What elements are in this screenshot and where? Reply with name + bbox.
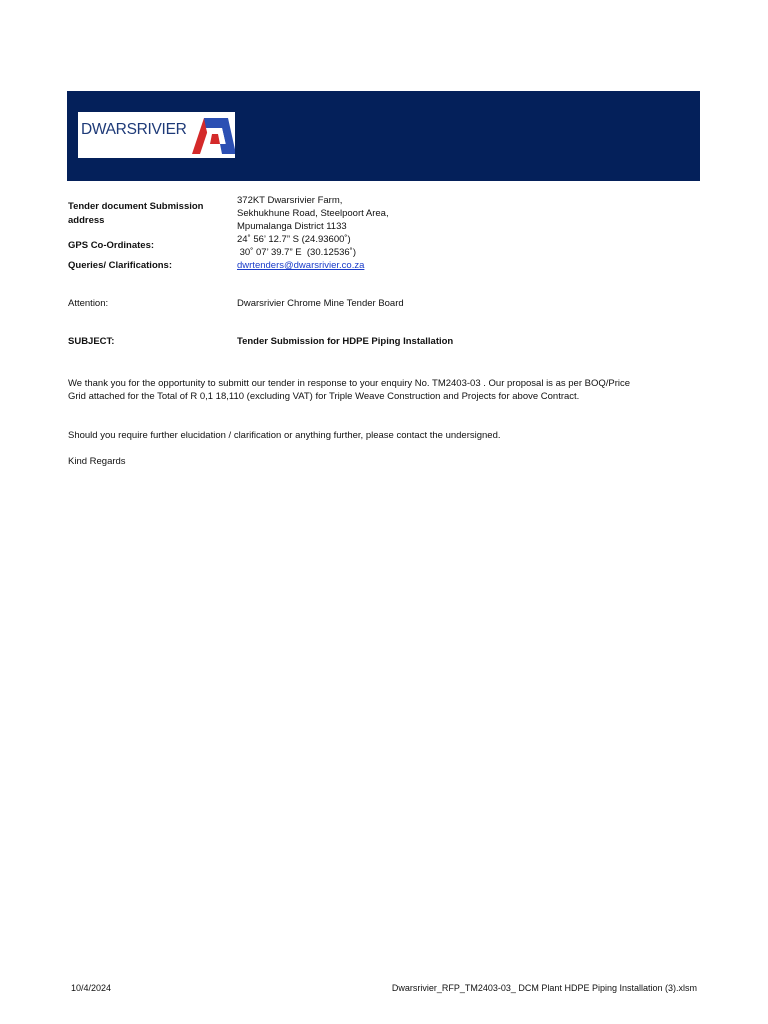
footer-date: 10/4/2024 [71,983,112,993]
body-paragraph-1-line-2: Grid attached for the Total of R 0,1 18,110 (excluding VAT) for Triple Weave Construction and Projects for above Contract. [68,391,580,402]
header-banner [67,91,700,181]
attention-label: Attention: [68,298,109,309]
body-paragraph-1-line-1: We thank you for the opportunity to submitt our tender in response to your enquiry No. TM2403-03 . Our proposal is as per BOQ/Price [68,378,631,389]
gps-latitude: 24˚ 56’ 12.7” S (24.93600˚) [237,234,351,245]
logo-mark-icon [184,114,235,156]
attention-value: Dwarsrivier Chrome Mine Tender Board [237,298,404,309]
gps-label: GPS Co-Ordinates: [68,240,155,251]
queries-email-link[interactable]: dwrtenders@dwarsrivier.co.za [237,260,365,271]
company-logo [78,112,235,158]
gps-longitude: 30˚ 07’ 39.7” E (30.12536˚) [237,247,356,258]
address-line-2: Sekhukhune Road, Steelpoort Area, [237,208,389,219]
closing-text: Kind Regards [68,456,126,467]
footer-filename: Dwarsrivier_RFP_TM2403-03_ DCM Plant HDPE Piping Installation (3).xlsm [391,983,697,993]
logo-text: DWARSRIVIER [81,121,187,138]
address-line-1: 372KT Dwarsrivier Farm, [237,195,343,206]
subject-value: Tender Submission for HDPE Piping Installation [237,336,454,347]
submission-address-label-cont: address [68,215,105,226]
body-paragraph-2: Should you require further elucidation / clarification or anything further, please contact the undersigned. [68,430,501,441]
address-line-3: Mpumalanga District 1133 [237,221,347,232]
submission-address-label: Tender document Submission [68,201,204,212]
subject-label: SUBJECT: [68,336,115,347]
queries-label: Queries/ Clarifications: [68,260,173,271]
